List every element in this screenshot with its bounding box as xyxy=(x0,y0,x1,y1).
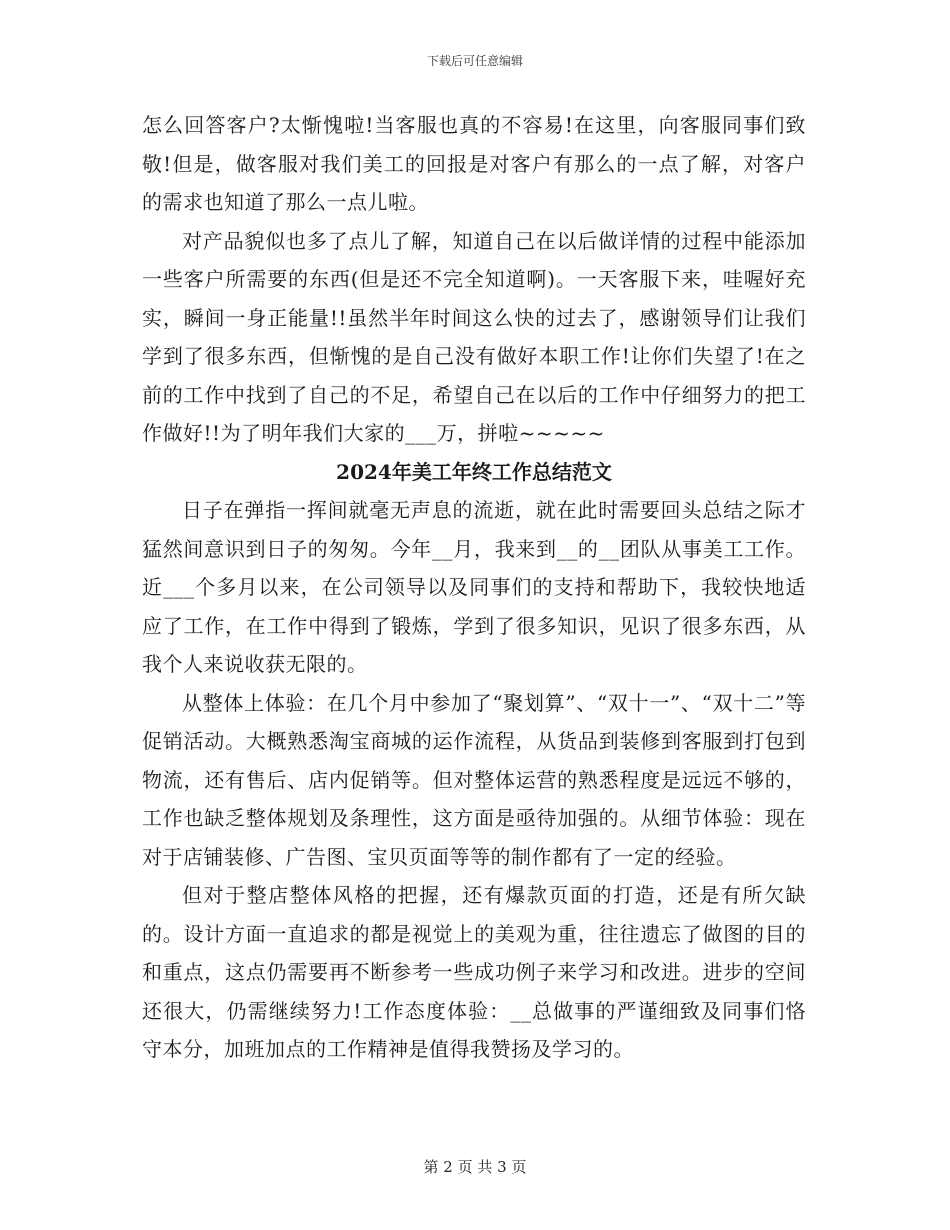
page-header: 下载后可任意编辑 xyxy=(426,54,523,68)
paragraph-5: 但对于整店整体风格的把握，还有爆款页面的打造，还是有所欠缺的。设计方面一直追求的都是视觉上的美观为重，往往遗忘了做图的目的和重点，这点仍需要再不断参考一些成功例子来学习和改进。进步的空间还很大，仍需继续努力!工作态度体验：__总做事的严谨细致及同事们恪守本分，加班加点的工作精神是值得我赞扬及学习的。 xyxy=(142,883,806,1061)
paragraph-4: 从整体上体验：在几个月中参加了“聚划算”、“双十一”、“双十二”等促销活动。大概熟悉淘宝商城的运作流程，从货品到装修到客服到打包到物流，还有售后、店内促销等。但对整体运营的熟悉程度是远远不够的，工作也缺乏整体规划及条理性，这方面是亟待加强的。从细节体验：现在对于店铺装修、广告图、宝贝页面等等的制作都有了一定的经验。 xyxy=(142,690,806,869)
paragraph-1: 怎么回答客户?太惭愧啦!当客服也真的不容易!在这里，向客服同事们致敬!但是，做客服对我们美工的回报是对客户有那么的一点了解，对客户的需求也知道了那么一点儿啦。 xyxy=(142,113,806,214)
document-body xyxy=(142,106,806,1069)
page-footer: 第 2 页 共 3 页 xyxy=(423,1158,527,1176)
section-title: 2024年美工年终工作总结范文 xyxy=(336,459,612,484)
paragraph-2: 对产品貌似也多了点儿了解，知道自己在以后做详情的过程中能添加一些客户所需要的东西(但是还不完全知道啊)。一天客服下来，哇喔好充实，瞬间一身正能量!!虽然半年时间这么快的过去了，感谢领导们让我们学到了很多东西，但惭愧的是自己没有做好本职工作!让你们失望了!在之前的工作中找到了自己的不足，希望自己在以后的工作中仔细努力的把工作做好!!为了明年我们大家的___万，拼啦~~~~~ xyxy=(142,228,806,445)
paragraph-3: 日子在弹指一挥间就毫无声息的流逝，就在此时需要回头总结之际才猛然间意识到日子的匆匆。今年__月，我来到__的__团队从事美工工作。近___个多月以来，在公司领导以及同事们的支持和帮助下，我较快地适应了工作，在工作中得到了锻炼，学到了很多知识，见识了很多东西，从我个人来说收获无限的。 xyxy=(142,498,806,676)
